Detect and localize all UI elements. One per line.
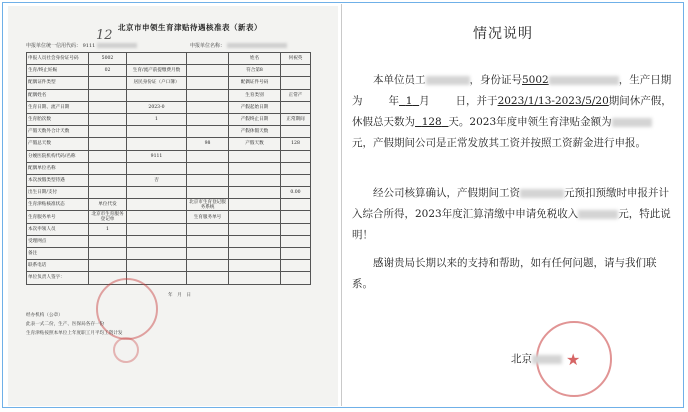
form-cell <box>229 162 281 174</box>
form-cell: 生育服务单号 <box>187 211 229 223</box>
form-cell <box>89 101 127 113</box>
form-cell <box>127 211 187 223</box>
form-row <box>27 138 311 150</box>
form-cell: 生育日期、流产日期 <box>27 101 89 113</box>
form-cell <box>127 248 187 260</box>
form-row <box>27 53 311 65</box>
form-cell <box>127 235 187 247</box>
form-cell <box>229 235 281 247</box>
form-row <box>27 199 311 211</box>
form-cell <box>281 199 311 211</box>
text: 元，特此说明！ <box>352 208 671 241</box>
form-cell: 128 <box>281 138 311 150</box>
form-table <box>26 52 311 285</box>
form-row <box>27 113 311 125</box>
form-row <box>27 248 311 260</box>
form-cell <box>89 162 127 174</box>
form-cell: 正常期间 <box>281 113 311 125</box>
form-cell <box>89 174 127 186</box>
form-cell <box>281 101 311 113</box>
form-cell: 02 <box>89 65 127 77</box>
text: 日，并于 <box>455 95 498 107</box>
form-cell: 联系电话 <box>27 260 89 272</box>
form-cell <box>127 53 187 65</box>
form-row <box>27 260 311 272</box>
form-cell <box>89 89 127 101</box>
text: 元预扣预缴时申报并计入综合所得，2023年度汇算清缴中申请免税收入 <box>352 187 669 220</box>
unit-credit-code-label: 申报单位统一信用代码： <box>26 43 82 49</box>
text: 感谢贵局长期以来的支持和帮助，如有任何问题，请与我们联系。 <box>352 257 657 290</box>
form-cell: 9111 <box>127 150 187 162</box>
text: ，生产日期为 <box>352 74 672 107</box>
form-cell <box>187 248 229 260</box>
leave-days <box>415 116 448 128</box>
form-row <box>27 101 311 113</box>
form-cell <box>281 248 311 260</box>
form-row <box>27 126 311 138</box>
form-row <box>27 65 311 77</box>
redaction <box>520 189 564 198</box>
form-cell: 姓名 <box>229 53 281 65</box>
form-cell <box>187 77 229 89</box>
form-cell: 配偶姓名 <box>27 89 89 101</box>
form-signature-date: 年 月 日 <box>168 293 191 298</box>
form-row <box>27 187 311 199</box>
form-cell <box>187 272 229 284</box>
form-cell: 生育胎次数 <box>27 113 89 125</box>
unit-credit-code-value: 9111 <box>82 43 96 49</box>
form-cell: 本次申领人员 <box>27 223 89 235</box>
form-cell: 备注 <box>27 248 89 260</box>
form-row <box>27 89 311 101</box>
form-cell: 产假天数 <box>229 138 281 150</box>
form-cell <box>187 126 229 138</box>
form-cell <box>281 126 311 138</box>
form-cell: 0.00 <box>281 187 311 199</box>
redaction <box>426 76 470 85</box>
statement-paragraph-3 <box>352 253 672 295</box>
form-row <box>27 77 311 89</box>
form-cell <box>187 162 229 174</box>
handwritten-number: 12 <box>96 28 113 43</box>
form-footnote: 经办机构（公章） <box>26 313 63 318</box>
redaction <box>549 76 619 85</box>
form-cell <box>127 260 187 272</box>
form-cell <box>187 65 229 77</box>
form-cell <box>89 187 127 199</box>
form-cell <box>281 223 311 235</box>
redaction <box>612 118 652 127</box>
form-cell <box>187 150 229 162</box>
id-number <box>522 74 619 86</box>
text: 天。2023年度申领生育津贴金额为 <box>448 116 612 128</box>
form-cell: 生育类别 <box>229 89 281 101</box>
form-row <box>27 150 311 162</box>
month-value: 1 <box>405 95 413 107</box>
form-cell <box>127 138 187 150</box>
form-cell: 配偶证件类型 <box>27 77 89 89</box>
redaction <box>97 43 137 48</box>
form-cell <box>187 101 229 113</box>
form-cell <box>281 65 311 77</box>
partial-seal-stamp <box>113 337 139 363</box>
form-cell: 出生日期/支付 <box>27 187 89 199</box>
form-cell <box>127 89 187 101</box>
statement-paragraph-1 <box>352 70 672 154</box>
form-cell: 北京市生育登记服务系统 <box>187 199 229 211</box>
statement-title: 情况说明 <box>473 26 533 42</box>
text: 月 <box>419 95 430 107</box>
form-cell <box>281 211 311 223</box>
form-cell: 居民身份证（户口簿） <box>127 77 187 89</box>
form-cell <box>281 235 311 247</box>
form-cell <box>89 248 127 260</box>
form-title: 北京市申领生育津贴待遇核准表（新表） <box>118 23 262 32</box>
form-cell: 98 <box>187 138 229 150</box>
form-cell <box>187 260 229 272</box>
form-cell: 5002 <box>89 53 127 65</box>
form-row <box>27 235 311 247</box>
form-cell <box>229 187 281 199</box>
form-cell <box>89 260 127 272</box>
form-cell <box>229 272 281 284</box>
form-cell <box>229 199 281 211</box>
form-cell: 本次放假类型待遇 <box>27 174 89 186</box>
days-value: 128 <box>421 116 442 128</box>
signature-line <box>511 351 562 366</box>
form-cell <box>127 162 187 174</box>
form-cell: 配偶单位名称 <box>27 162 89 174</box>
form-cell: 产假休假天数 <box>229 126 281 138</box>
id-prefix: 5002 <box>522 74 549 86</box>
unit-name-label: 申报单位名称： <box>190 43 226 49</box>
form-cell <box>187 89 229 101</box>
form-cell: 生育/流产前提缴费月数 <box>127 65 187 77</box>
form-cell <box>127 199 187 211</box>
form-cell <box>281 150 311 162</box>
form-cell <box>229 248 281 260</box>
form-cell: 单位负责人签字： <box>27 272 89 284</box>
form-cell <box>89 113 127 125</box>
unit-credit-code <box>26 42 137 49</box>
form-cell <box>229 211 281 223</box>
form-cell <box>229 174 281 186</box>
text: 期间休产假，休假总天数为 <box>352 95 672 128</box>
form-cell: 产假总天数 <box>27 138 89 150</box>
leave-period: 2023/1/13-2023/5/20 <box>497 95 609 107</box>
text: 年 <box>388 95 399 107</box>
form-cell <box>229 260 281 272</box>
company-name-prefix: 北京 <box>511 353 532 365</box>
text: 经公司核算确认，产假期间工资 <box>373 187 520 199</box>
birth-month <box>399 95 419 107</box>
form-cell: 生育服务单号 <box>27 211 89 223</box>
form-cell: 2023-0 <box>127 101 187 113</box>
form-cell <box>281 174 311 186</box>
form-cell <box>187 174 229 186</box>
form-cell: 何祝英 <box>281 53 311 65</box>
center-divider <box>341 4 342 406</box>
form-cell <box>127 126 187 138</box>
form-cell: 配偶证件号码 <box>229 77 281 89</box>
form-cell: 受理网点 <box>27 235 89 247</box>
redaction <box>578 210 618 219</box>
form-cell <box>127 187 187 199</box>
form-cell: 单位代发 <box>89 199 127 211</box>
form-cell: 生育/终止妊娠 <box>27 65 89 77</box>
text: 元，产假期间公司是正常发放其工资并按照工资薪金进行申报。 <box>352 137 646 149</box>
form-cell: 正常产 <box>281 89 311 101</box>
form-cell <box>187 223 229 235</box>
form-cell <box>229 150 281 162</box>
redaction <box>227 43 287 48</box>
form-cell: 分娩医院机构代码/名称 <box>27 150 89 162</box>
form-row <box>27 211 311 223</box>
form-cell: 否 <box>127 174 187 186</box>
seal-star-icon: ★ <box>566 350 581 369</box>
redaction <box>532 355 562 364</box>
form-cell: 北京市生育服务登记单 <box>89 211 127 223</box>
form-cell <box>89 138 127 150</box>
form-cell <box>187 235 229 247</box>
form-cell <box>127 223 187 235</box>
form-cell <box>89 150 127 162</box>
form-cell <box>187 113 229 125</box>
form-row <box>27 272 311 284</box>
form-cell: 1 <box>127 113 187 125</box>
form-row <box>27 223 311 235</box>
form-cell: 生育津贴核准状态 <box>27 199 89 211</box>
form-cell: 产假天数外合计天数 <box>27 126 89 138</box>
form-cell <box>187 53 229 65</box>
form-footnote: 生育津贴按照本单位上年度职工月平均工资计发 <box>26 331 123 336</box>
form-cell: 符合第8 <box>229 65 281 77</box>
form-cell <box>89 126 127 138</box>
form-cell: 申报人员社会身份证号码 <box>27 53 89 65</box>
form-row <box>27 174 311 186</box>
form-cell <box>89 235 127 247</box>
form-cell <box>229 223 281 235</box>
form-row <box>27 162 311 174</box>
form-cell: 产假起始日期 <box>229 101 281 113</box>
form-cell <box>281 260 311 272</box>
form-cell <box>187 187 229 199</box>
form-cell <box>281 162 311 174</box>
form-footnote: 此表一式二份，生产、医保局各存一份 <box>26 322 105 327</box>
text: 本单位员工 <box>373 74 426 86</box>
form-cell <box>89 77 127 89</box>
form-cell <box>281 77 311 89</box>
text: ，身份证号 <box>469 74 522 86</box>
statement-paragraph-2 <box>352 183 672 246</box>
form-cell: 产假终止日期 <box>229 113 281 125</box>
form-cell <box>281 272 311 284</box>
unit-name <box>190 42 287 49</box>
form-cell: 1 <box>89 223 127 235</box>
